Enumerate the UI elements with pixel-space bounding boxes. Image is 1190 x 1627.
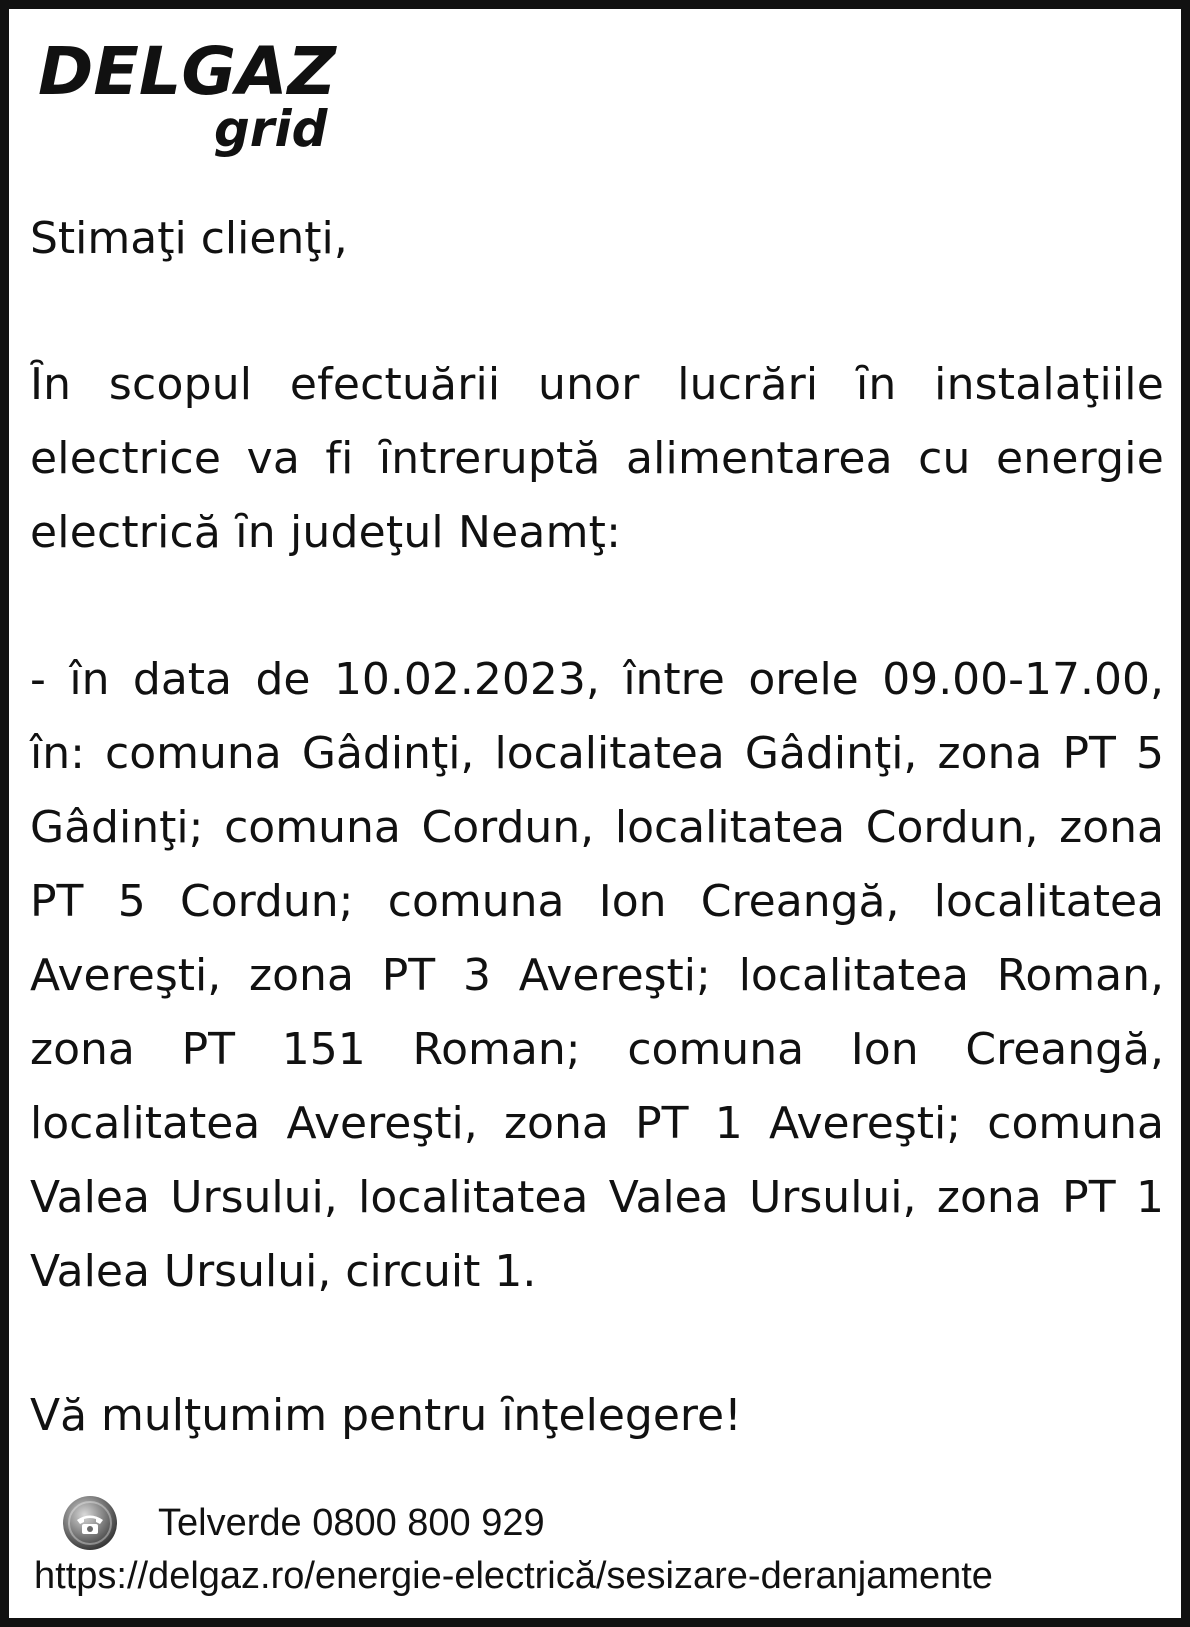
- greeting: Stimaţi clienţi,: [30, 213, 348, 264]
- logo-graphic: [38, 36, 358, 166]
- svg-text:grid: grid: [214, 100, 328, 158]
- delgaz-grid-logo: [38, 36, 358, 166]
- svg-text:DELGAZ: DELGAZ: [38, 36, 338, 110]
- phone-icon: [62, 1495, 118, 1551]
- outage-details: - în data de 10.02.2023, între orele 09.00-17.00, în: comuna Gâdinţi, localitatea Gâdinţi, zona PT 5 Gâdinţi; comuna Cordun, localitatea Cordun, zona PT 5 Cordun; comuna Ion Creangă, localitatea Avereşti, zona PT 3 Avereşti; localitatea Roman, zona PT 151 Roman; comuna Ion Creangă, localitatea Avereşti, zona PT 1 Avereşti; comuna Valea Ursului, localitatea Valea Ursului, zona PT 1 Valea Ursului, circuit 1.: [30, 654, 1164, 1297]
- report-url-link[interactable]: https://delgaz.ro/energie-electrică/sesizare-deranjamente: [34, 1555, 993, 1597]
- thanks-line: Vă mulţumim pentru ȋnţelegere!: [30, 1390, 742, 1441]
- phone-number: Telverde 0800 800 929: [158, 1502, 545, 1544]
- intro-paragraph: Ȋn scopul efectuării unor lucrări ȋn instalaţiile electrice va fi ȋntreruptă alimentarea cu energie electrică ȋn judeţul Neamţ:: [30, 359, 1164, 558]
- phone-contact: [62, 1493, 545, 1553]
